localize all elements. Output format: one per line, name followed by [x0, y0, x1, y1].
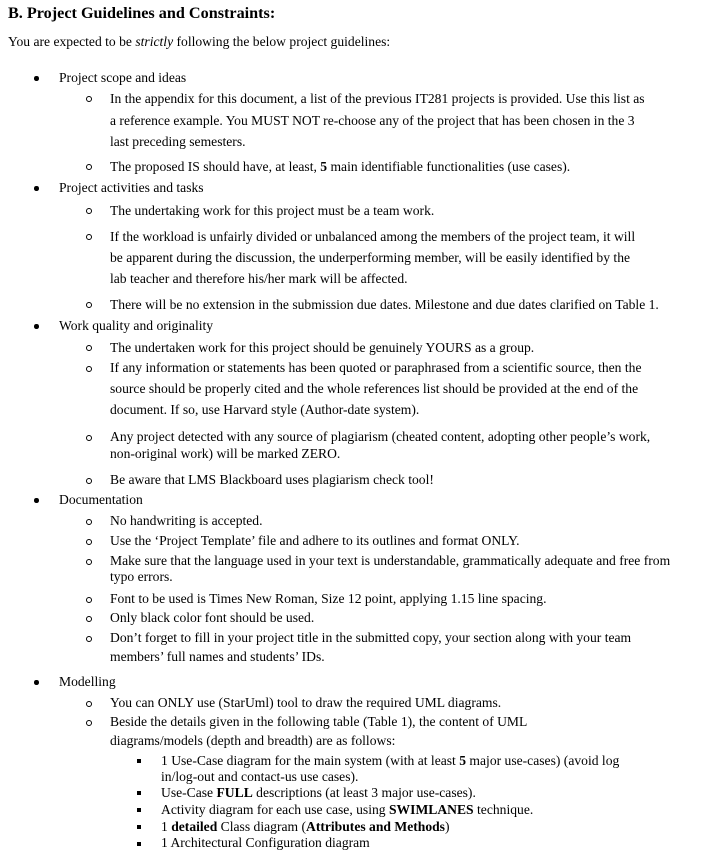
item-line: No handwriting is accepted. — [110, 513, 263, 528]
subitem-text: ) — [444, 819, 450, 834]
subitem-text: major use-cases) (avoid log — [466, 753, 620, 768]
item-line: You can ONLY use (StarUml) tool to draw the required UML diagrams. — [110, 695, 502, 710]
item-line: There will be no extension in the submission due dates. Milestone and due dates clarified on Table 1. — [110, 297, 659, 312]
bullet-dot-icon — [34, 498, 39, 503]
bullet-circle-icon — [86, 616, 92, 622]
subitem-text: Class diagram ( — [217, 819, 306, 834]
section-title: Modelling — [59, 674, 116, 689]
item-line: In the appendix for this document, a list of the previous IT281 projects is provided. Use this list as — [110, 91, 645, 106]
bullet-circle-icon — [86, 519, 92, 525]
subitem-text: 1 — [161, 819, 172, 834]
item-line: Any project detected with any source of plagiarism (cheated content, adopting other people’s work, — [110, 429, 651, 444]
item-line: last preceding semesters. — [110, 134, 246, 149]
bullet-square-icon — [137, 842, 141, 846]
bullet-square-icon — [137, 791, 141, 795]
subitem-text: descriptions (at least 3 major use-cases). — [252, 785, 476, 800]
subitem-bold: FULL — [216, 785, 253, 800]
bullet-circle-icon — [86, 478, 92, 484]
section-title: Work quality and originality — [59, 318, 214, 333]
subitem-bold: detailed — [171, 819, 218, 834]
item-line: a reference example. You MUST NOT re-choose any of the project that has been chosen in the 3 — [110, 113, 635, 128]
bullet-circle-icon — [86, 559, 92, 565]
item-text: main identifiable functionalities (use cases). — [327, 159, 571, 174]
subitem-line — [161, 819, 450, 835]
subitem-bold: Attributes and Methods — [306, 819, 445, 834]
item-bold: 5 — [320, 159, 328, 174]
item-line: lab teacher and therefore his/her mark will be affected. — [110, 271, 408, 286]
item-line: source should be properly cited and the whole references list should be provided at the end of the — [110, 381, 639, 396]
subitem-text: Use-Case — [161, 785, 217, 800]
item-line: Be aware that LMS Blackboard uses plagiarism check tool! — [110, 472, 434, 487]
intro-pre: You are expected to be — [8, 34, 136, 49]
bullet-circle-icon — [86, 164, 92, 170]
item-line: If the workload is unfairly divided or unbalanced among the members of the project team, it will — [110, 229, 636, 244]
item-line: Make sure that the language used in your text is understandable, grammatically adequate and free from — [110, 553, 671, 568]
bullet-circle-icon — [86, 720, 92, 726]
subitem-line — [161, 785, 476, 801]
item-line: members’ full names and students’ IDs. — [110, 649, 325, 664]
bullet-circle-icon — [86, 435, 92, 441]
item-line: Font to be used is Times New Roman, Size 12 point, applying 1.15 line spacing. — [110, 591, 547, 606]
bullet-circle-icon — [86, 234, 92, 240]
intro-post: following the below project guidelines: — [173, 34, 391, 49]
subitem-line: in/log-out and contact-us use cases). — [161, 769, 359, 784]
bullet-circle-icon — [86, 636, 92, 642]
item-line: The undertaking work for this project must be a team work. — [110, 203, 435, 218]
bullet-circle-icon — [86, 597, 92, 603]
subitem-line: 1 Architectural Configuration diagram — [161, 835, 370, 850]
bullet-circle-icon — [86, 701, 92, 707]
bullet-dot-icon — [34, 76, 39, 81]
bullet-square-icon — [137, 759, 141, 763]
subitem-bold: SWIMLANES — [389, 802, 474, 817]
subitem-text: Activity diagram for each use case, using — [161, 802, 389, 817]
item-line: The undertaken work for this project should be genuinely YOURS as a group. — [110, 340, 535, 355]
bullet-circle-icon — [86, 539, 92, 545]
item-line: Use the ‘Project Template’ file and adhere to its outlines and format ONLY. — [110, 533, 520, 548]
subitem-line — [161, 753, 619, 769]
item-text: The proposed IS should have, at least, — [110, 159, 321, 174]
bullet-circle-icon — [86, 96, 92, 102]
subitem-bold: 5 — [459, 753, 467, 768]
item-line: non-original work) will be marked ZERO. — [110, 446, 341, 461]
section-title: Project scope and ideas — [59, 70, 187, 85]
item-line: typo errors. — [110, 569, 173, 584]
bullet-square-icon — [137, 825, 141, 829]
item-line: document. If so, use Harvard style (Author-date system). — [110, 402, 420, 417]
item-line: If any information or statements has been quoted or paraphrased from a scientific source, then the — [110, 360, 642, 375]
bullet-dot-icon — [34, 324, 39, 329]
bullet-circle-icon — [86, 208, 92, 214]
item-line: Don’t forget to fill in your project title in the submitted copy, your section along with your team — [110, 630, 632, 645]
bullet-dot-icon — [34, 680, 39, 685]
item-line: diagrams/models (depth and breadth) are as follows: — [110, 733, 396, 748]
subitem-line — [161, 802, 533, 818]
subitem-text: 1 Use-Case diagram for the main system (with at least — [161, 753, 460, 768]
item-line: Only black color font should be used. — [110, 610, 315, 625]
section-title: Documentation — [59, 492, 143, 507]
bullet-circle-icon — [86, 302, 92, 308]
bullet-square-icon — [137, 808, 141, 812]
section-title: Project activities and tasks — [59, 180, 204, 195]
item-line — [110, 159, 570, 175]
bullet-dot-icon — [34, 186, 39, 191]
item-line: be apparent during the discussion, the underperforming member, will be easily identified by the — [110, 250, 631, 265]
bullet-circle-icon — [86, 345, 92, 351]
intro-emphasis: strictly — [135, 34, 174, 49]
intro-text — [8, 34, 390, 50]
bullet-circle-icon — [86, 366, 92, 372]
item-line: Beside the details given in the following table (Table 1), the content of UML — [110, 714, 528, 729]
subitem-text: technique. — [473, 802, 534, 817]
section-heading: B. Project Guidelines and Constraints: — [8, 4, 276, 22]
